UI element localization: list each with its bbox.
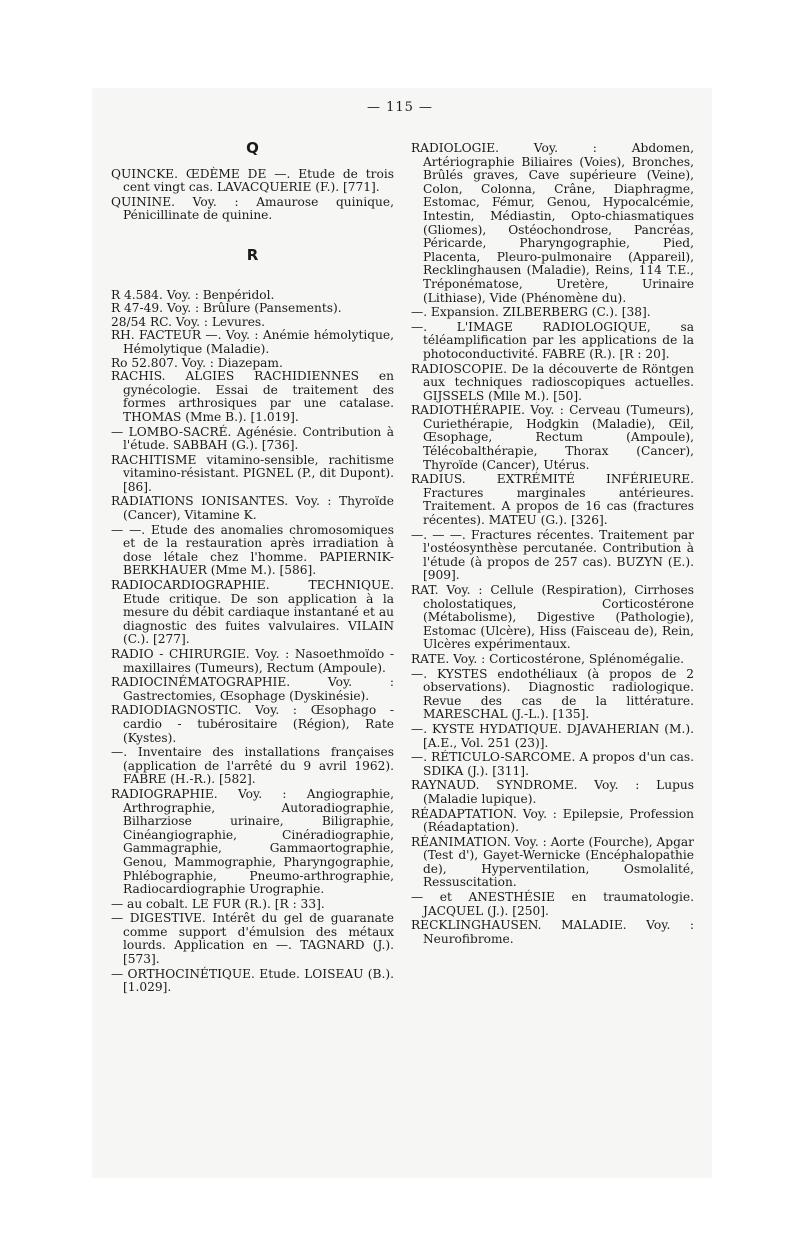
index-entry: RAYNAUD. SYNDROME. Voy. : Lupus (Maladie lupique).: [411, 778, 694, 806]
index-entry: RADIOGRAPHIE. Voy. : Angiographie, Arthrographie, Autoradiographie, Bilharziose urinaire, Biligraphie, Cinéangiographie, Cinéradiographie, Gammagraphie, Gammaortographie, Genou, Mammographie, Pharyngographie, Phlébographie, Pneumo-arthrographie, Radiocardiographie Urographie.: [111, 786, 394, 897]
right-column: [411, 142, 694, 947]
index-entry: RADIOCINÉMATOGRAPHIE. Voy. : Gastrectomies, Œsophage (Dyskinésie).: [111, 675, 394, 703]
index-entry: RACHITISME vitamino-sensible, rachitisme vitamino-résistant. PIGNEL (P., dit Dupont). [86].: [111, 452, 394, 494]
index-entry: —. KYSTES endothéliaux (à propos de 2 observations). Diagnostic radiologique. Revue des cas de la littérature. MARESCHAL (J.-L.). [135].: [411, 666, 694, 722]
index-entry: —. L'IMAGE RADIOLOGIQUE, sa téléamplification par les applications de la photoconductivité. FABRE (R.). [R : 20].: [411, 319, 694, 361]
index-entry: RAT. Voy. : Cellule (Respiration), Cirrhoses cholostatiques, Corticostérone (Métabolisme), Digestive (Pathologie), Estomac (Ulcère), Hiss (Faisceau de), Rein, Ulcères expérimentaux.: [411, 583, 694, 652]
index-entry: RADIOTHÉRAPIE. Voy. : Cerveau (Tumeurs), Curiethérapie, Hodgkin (Maladie), Œil, Œsophage, Rectum (Ampoule), Télécobalthérapie, Thorax (Cancer), Thyroïde (Cancer), Utérus.: [411, 403, 694, 472]
index-entry: RÉADAPTATION. Voy. : Epilepsie, Profession (Réadaptation).: [411, 806, 694, 835]
section-letter-r: R: [246, 245, 259, 264]
left-column: [111, 139, 394, 996]
index-entry: RH. FACTEUR —. Voy. : Anémie hémolytique, Hémolytique (Maladie).: [111, 328, 394, 356]
index-entry: RADIODIAGNOSTIC. Voy. : Œsophago - cardio - tubérositaire (Région), Rate (Kystes).: [111, 703, 394, 745]
index-entry: R 47-49. Voy. : Brûlure (Pansements).: [111, 301, 342, 316]
section-letter-q: Q: [246, 139, 259, 157]
index-entry: RATE. Voy. : Corticostérone, Splénomégalie.: [411, 651, 685, 666]
index-entry: R 4.584. Voy. : Benpéridol.: [111, 287, 275, 302]
index-entry: RADIATIONS IONISANTES. Voy. : Thyroïde (Cancer), Vitamine K.: [111, 494, 394, 523]
index-entry: Ro 52.807. Voy. : Diazepam.: [111, 355, 283, 370]
index-entry: — au cobalt. LE FUR (R.). [R : 33].: [111, 896, 325, 911]
index-entry: —. Inventaire des installations françaises (application de l'arrêté du 9 avril 1962). FABRE (H.-R.). [582].: [111, 745, 394, 787]
index-entry: — et ANESTHÉSIE en traumatologie. JACQUEL (J.). [250].: [411, 890, 694, 918]
index-entry: RADIOCARDIOGRAPHIE. TECHNIQUE. Etude critique. De son application à la mesure du débit cardiaque instantané et au diagnostic des fuites valvulaires. VILAIN (C.). [277].: [111, 578, 394, 647]
index-entry: RADIOSCOPIE. De la découverte de Röntgen aux techniques radioscopiques actuelles. GIJSSELS (Mlle M.). [50].: [411, 361, 694, 403]
index-entry: QUININE. Voy. : Amaurose quinique, Pénicillinate de quinine.: [111, 194, 394, 223]
index-entry: RADIOLOGIE. Voy. : Abdomen, Artériographie Biliaires (Voies), Bronches, Brûlés graves, Cave supérieure (Veine), Colon, Colonna, Crâne, Diaphragme, Estomac, Fémur, Genou, Hypocalcémie, Intestin, Médiastin, Opto-chiasmatiques (Gliomes), Ostéochondrose, Pancréas, Péricarde, Pharyngographie, Pied, Placenta, Pleuro-pulmonaire (Appareil), Recklinghausen (Maladie), Reins, 114 T.E., Tréponématose, Uretère, Urinaire (Lithiase), Vide (Phénomène du).: [411, 141, 694, 305]
index-entry: — —. Etude des anomalies chromosomiques et de la restauration après irradiation à dose létale chez l'homme. PAPIERNIK-BERKHAUER (Mme M.). [586].: [111, 522, 394, 578]
index-entry: — LOMBO-SACRÉ. Agénésie. Contribution à l'étude. SABBAH (G.). [736].: [111, 424, 394, 453]
index-entry: RADIUS. EXTRÉMITÉ INFÉRIEURE. Fractures marginales antérieures. Traitement. A propos de 16 cas (fractures récentes). MATEU (G.). [326].: [411, 472, 694, 528]
index-entry: — DIGESTIVE. Intérêt du gel de guaranate comme support d'émulsion des métaux lourds. Application en —. TAGNARD (J.). [573].: [111, 911, 394, 967]
index-entry: RECKLINGHAUSEN. MALADIE. Voy. : Neurofibrome.: [411, 918, 694, 946]
index-entry: RACHIS. ALGIES RACHIDIENNES en gynécologie. Essai de traitement des formes arthrosiques par une catalase. THOMAS (Mme B.). [1.019].: [111, 369, 394, 424]
index-entry: — ORTHOCINÉTIQUE. Etude. LOISEAU (B.). [1.029].: [111, 966, 394, 995]
index-entry: RÉANIMATION. Voy. : Aorte (Fourche), Apgar (Test d'), Gayet-Wernicke (Encéphalopathie de), Hyperventilation, Osmolalité, Ressuscitation.: [411, 834, 694, 890]
index-entry: RADIO - CHIRURGIE. Voy. : Nasoethmoïdo - maxillaires (Tumeurs), Rectum (Ampoule).: [111, 647, 394, 675]
index-entry: —. KYSTE HYDATIQUE. DJAVAHERIAN (M.). [A.E., Vol. 251 (23)].: [411, 721, 694, 750]
index-entry: 28/54 RC. Voy. : Levures.: [111, 314, 266, 329]
page-number: — 115 —: [366, 100, 434, 115]
index-entry: —. Expansion. ZILBERBERG (C.). [38].: [411, 305, 651, 320]
index-entry: —. — —. Fractures récentes. Traitement par l'ostéosynthèse percutanée. Contribution à l'étude (à propos de 257 cas). BUZYN (E.). [909].: [411, 527, 694, 583]
index-entry: QUINCKE. ŒDÈME DE —. Etude de trois cent vingt cas. LAVACQUERIE (F.). [771].: [111, 166, 394, 195]
index-entry: —. RÉTICULO-SARCOME. A propos d'un cas. SDIKA (J.). [311].: [411, 750, 694, 778]
